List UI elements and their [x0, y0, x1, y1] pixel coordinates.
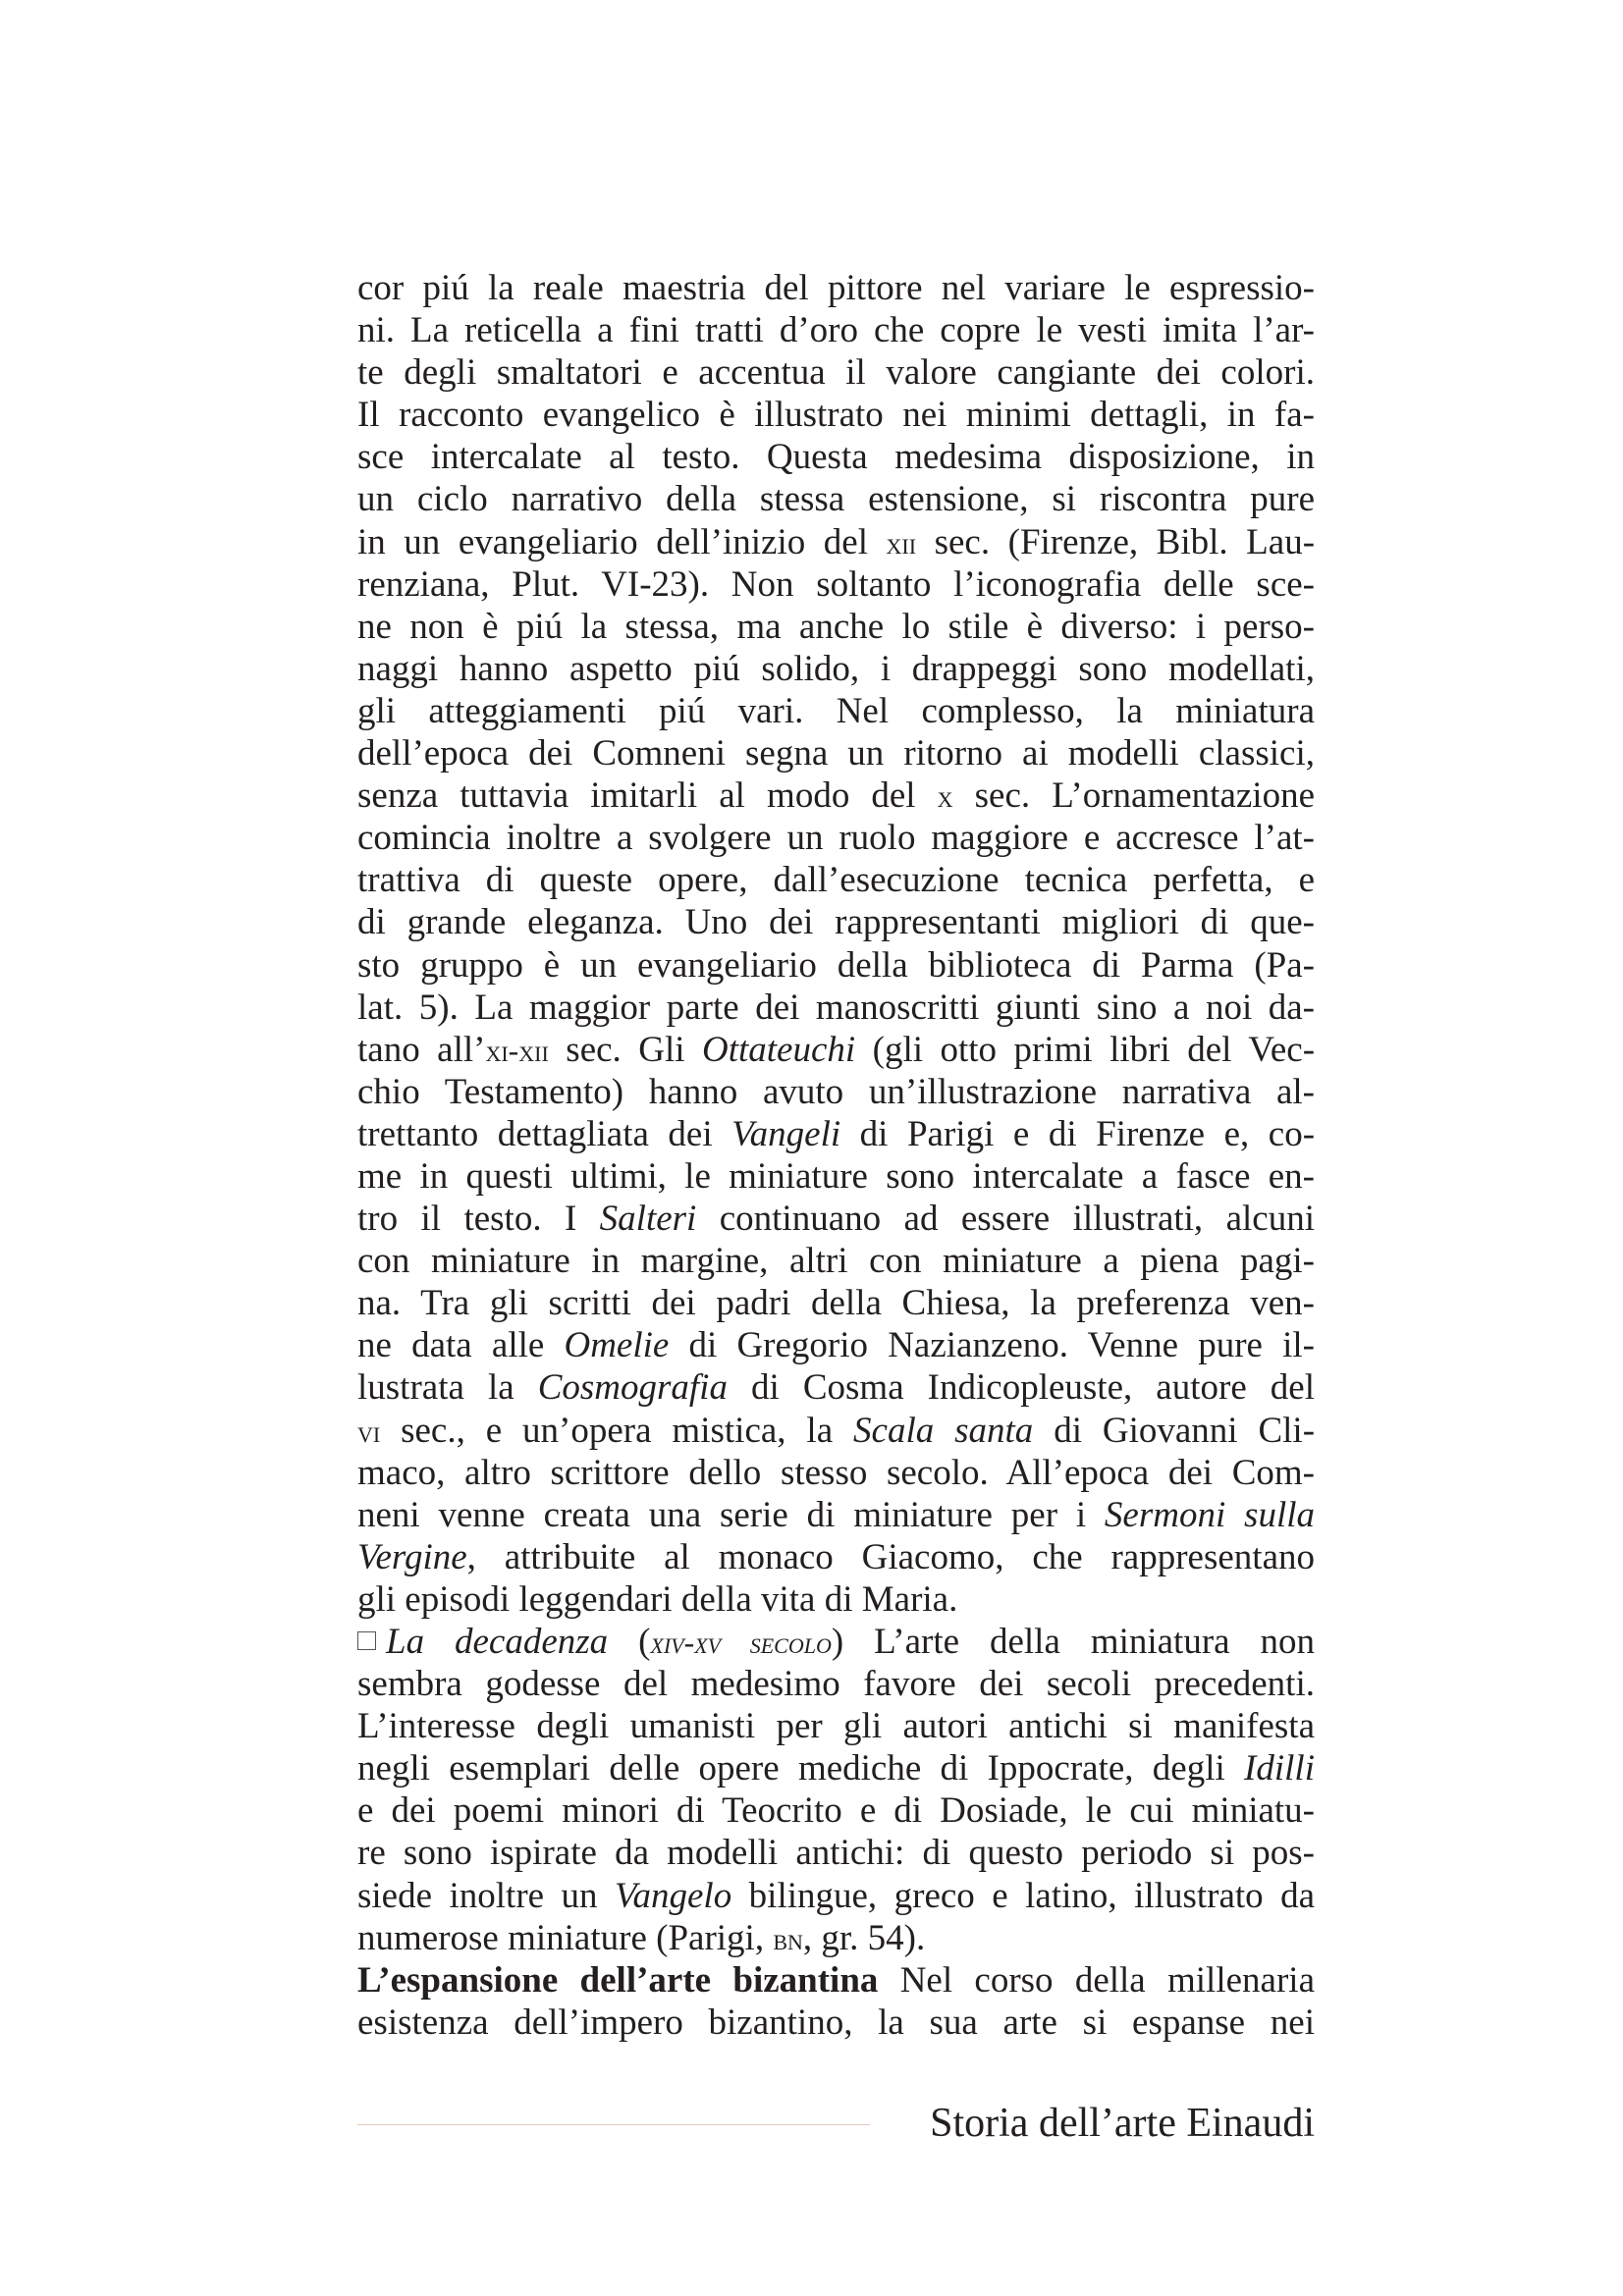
text-line: vi sec., e un’opera mistica, la Scala santa di Giovanni Cli-: [357, 1410, 1316, 1451]
text-line: con miniature in margine, altri con miniature a piena pagi-: [357, 1241, 1315, 1282]
square-bullet-icon: [357, 1631, 376, 1650]
footer-divider: [357, 2124, 870, 2125]
text-line: Il racconto evangelico è illustrato nei minimi dettagli, in fa-: [357, 395, 1315, 436]
text-line: tano all’xi-xii sec. Gli Ottateuchi (gli otto primi libri del Vec-: [357, 1029, 1316, 1070]
section-heading-line: L’espansione dell’arte bizantina Nel corso della millenaria: [357, 1959, 1315, 2001]
text-line: maco, altro scrittore dello stesso secolo. All’epoca dei Com-: [357, 1452, 1315, 1493]
text-line: gli atteggiamenti piú vari. Nel complesso, la miniatura: [357, 690, 1315, 731]
section-heading: La decadenza: [386, 1622, 609, 1662]
text-line: L’interesse degli umanisti per gli autori antichi si manifesta: [357, 1706, 1315, 1747]
text-line: di grande eleganza. Uno dei rappresentanti migliori di que-: [357, 902, 1315, 943]
footer-publication-title: Storia dell’arte Einaudi: [930, 2101, 1315, 2146]
section-heading-line: La decadenza (xiv-xv secolo) L’arte della miniatura non: [357, 1621, 1315, 1663]
text-line: trattiva di queste opere, dall’esecuzione tecnica perfetta, e: [357, 860, 1315, 901]
text-line: negli esemplari delle opere mediche di Ippocrate, degli Idilli: [357, 1748, 1315, 1789]
text-line: te degli smaltatori e accentua il valore cangiante dei colori.: [357, 352, 1315, 394]
body-text: [357, 267, 1315, 2044]
text-line: renziana, Plut. VI-23). Non soltanto l’iconografia delle sce-: [357, 563, 1315, 605]
text-line: Vergine, attribuite al monaco Giacomo, che rappresentano: [357, 1536, 1315, 1577]
text-line: gli episodi leggendari della vita di Maria.: [357, 1578, 958, 1620]
text-line: lat. 5). La maggior parte dei manoscritti giunti sino a noi da-: [357, 987, 1315, 1028]
text-line: dell’epoca dei Comneni segna un ritorno ai modelli classici,: [357, 733, 1315, 774]
text-line: sce intercalate al testo. Questa medesima disposizione, in: [357, 437, 1315, 478]
text-line: esistenza dell’impero bizantino, la sua arte si espanse nei: [357, 2002, 1315, 2043]
text-line: e dei poemi minori di Teocrito e di Dosiade, le cui miniatu-: [357, 1790, 1315, 1832]
text-line: me in questi ultimi, le miniature sono intercalate a fasce en-: [357, 1155, 1315, 1197]
text-line: re sono ispirate da modelli antichi: di questo periodo si pos-: [357, 1833, 1315, 1874]
text-line: un ciclo narrativo della stessa estensione, si riscontra pure: [357, 479, 1315, 520]
text-line: lustrata la Cosmografia di Cosma Indicopleuste, autore del: [357, 1367, 1315, 1409]
text-line: senza tuttavia imitarli al modo del x sec. L’ornamentazione: [357, 775, 1316, 817]
text-line: ne non è piú la stessa, ma anche lo stile è diverso: i perso-: [357, 606, 1315, 647]
text-line: ni. La reticella a fini tratti d’oro che copre le vesti imita l’ar-: [357, 310, 1315, 351]
text-line: sto gruppo è un evangeliario della biblioteca di Parma (Pa-: [357, 944, 1315, 986]
text-line: siede inoltre un Vangelo bilingue, greco e latino, illustrato da: [357, 1875, 1316, 1916]
text-line: ne data alle Omelie di Gregorio Nazianzeno. Venne pure il-: [357, 1325, 1315, 1366]
text-line: sembra godesse del medesimo favore dei secoli precedenti.: [357, 1664, 1315, 1705]
section-heading: L’espansione dell’arte bizantina: [357, 1959, 879, 2001]
text-line: numerose miniature (Parigi, bn, gr. 54).: [357, 1917, 926, 1958]
text-line: na. Tra gli scritti dei padri della Chiesa, la preferenza ven-: [357, 1283, 1315, 1324]
text-line: tro il testo. I Salteri continuano ad essere illustrati, alcuni: [357, 1199, 1315, 1240]
text-line: trettanto dettagliata dei Vangeli di Parigi e di Firenze e, co-: [357, 1113, 1316, 1154]
text-line: comincia inoltre a svolgere un ruolo maggiore e accresce l’at-: [357, 818, 1315, 859]
text-line: chio Testamento) hanno avuto un’illustrazione narrativa al-: [357, 1071, 1315, 1112]
text-line: neni venne creata una serie di miniature per i Sermoni sulla: [357, 1494, 1316, 1535]
text-line: cor piú la reale maestria del pittore nel variare le espressio-: [357, 268, 1315, 308]
text-line: naggi hanno aspetto piú solido, i drappeggi sono modellati,: [357, 648, 1315, 689]
text-line: in un evangeliario dell’inizio del xii sec. (Firenze, Bibl. Lau-: [357, 521, 1316, 562]
